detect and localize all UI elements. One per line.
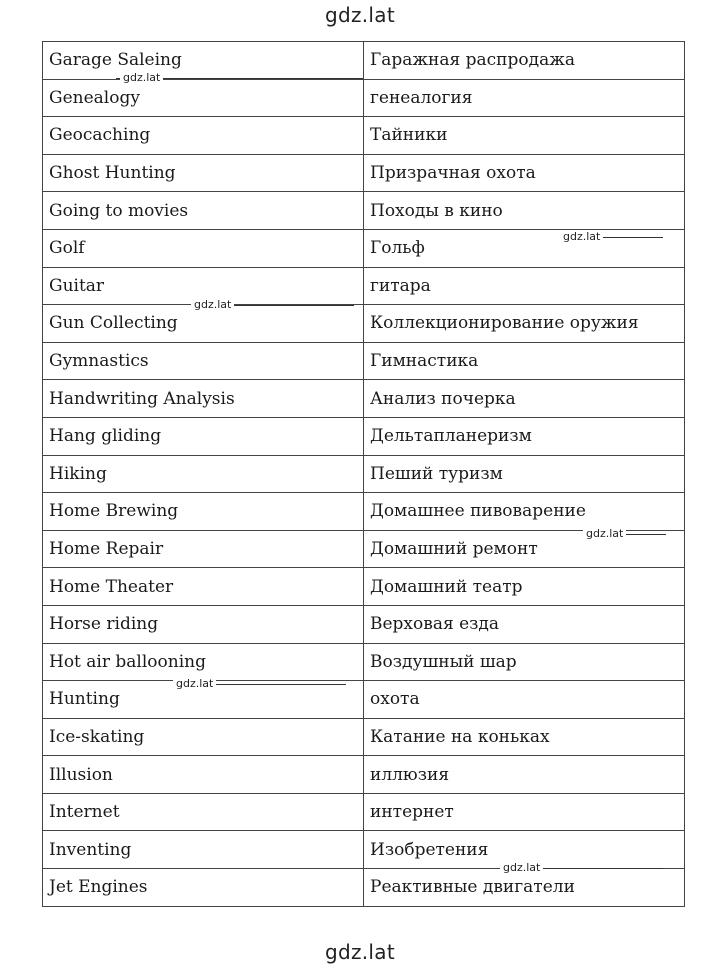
site-watermark-top: gdz.lat [324,3,395,27]
table-row [43,267,685,305]
table-row [43,643,685,681]
russian-translation: Гаражная распродажа [364,42,685,80]
english-term: Ghost Hunting [43,154,364,192]
table-row [43,192,685,230]
english-term: Home Brewing [43,493,364,531]
english-term: Hiking [43,455,364,493]
table-row [43,756,685,794]
table-row [43,869,685,907]
table-row [43,681,685,719]
table-row [43,455,685,493]
inline-watermark: gdz.lat [116,72,363,84]
table-row [43,605,685,643]
english-term: Gun Collecting [43,305,364,343]
english-term: Gymnastics [43,342,364,380]
russian-translation: Верховая езда [364,605,685,643]
english-term: Hot air ballooning [43,643,364,681]
inline-watermark: gdz.lat [500,862,663,874]
site-watermark-bottom: gdz.lat [324,940,395,964]
inline-watermark: gdz.lat [583,528,666,540]
vocabulary-table [42,41,685,907]
russian-translation: Реактивные двигатели [364,869,685,907]
russian-translation: интернет [364,793,685,831]
russian-translation: Пеший туризм [364,455,685,493]
russian-translation: Воздушный шар [364,643,685,681]
russian-translation: Домашний ремонт [364,530,685,568]
russian-translation: Гимнастика [364,342,685,380]
english-term: Hunting [43,681,364,719]
english-term: Internet [43,793,364,831]
english-term: Handwriting Analysis [43,380,364,418]
table-row [43,342,685,380]
russian-translation: Тайники [364,117,685,155]
inline-watermark: gdz.lat [191,299,354,311]
russian-translation: Походы в кино [364,192,685,230]
russian-translation: охота [364,681,685,719]
russian-translation: Домашний театр [364,568,685,606]
inline-watermark: gdz.lat [173,678,346,690]
english-term: Home Theater [43,568,364,606]
table-row [43,793,685,831]
table-row [43,568,685,606]
table-row [43,718,685,756]
english-term: Garage Saleing [43,42,364,80]
english-term: Jet Engines [43,869,364,907]
english-term: Golf [43,229,364,267]
russian-translation: Катание на коньках [364,718,685,756]
english-term: Guitar [43,267,364,305]
russian-translation: Гольф [364,229,685,267]
russian-translation: Анализ почерка [364,380,685,418]
english-term: Ice-skating [43,718,364,756]
table-row [43,154,685,192]
table-row [43,417,685,455]
english-term: Hang gliding [43,417,364,455]
russian-translation: Дельтапланеризм [364,417,685,455]
russian-translation: иллюзия [364,756,685,794]
russian-translation: Коллекционирование оружия [364,305,685,343]
english-term: Genealogy [43,79,364,117]
table-row [43,79,685,117]
russian-translation: гитара [364,267,685,305]
english-term: Illusion [43,756,364,794]
table-row [43,493,685,531]
russian-translation: генеалогия [364,79,685,117]
table-row [43,305,685,343]
russian-translation: Изобретения [364,831,685,869]
russian-translation: Призрачная охота [364,154,685,192]
table-row [43,380,685,418]
english-term: Horse riding [43,605,364,643]
english-term: Inventing [43,831,364,869]
table-row [43,117,685,155]
english-term: Home Repair [43,530,364,568]
russian-translation: Домашнее пивоварение [364,493,685,531]
english-term: Going to movies [43,192,364,230]
english-term: Geocaching [43,117,364,155]
inline-watermark: gdz.lat [560,231,663,243]
